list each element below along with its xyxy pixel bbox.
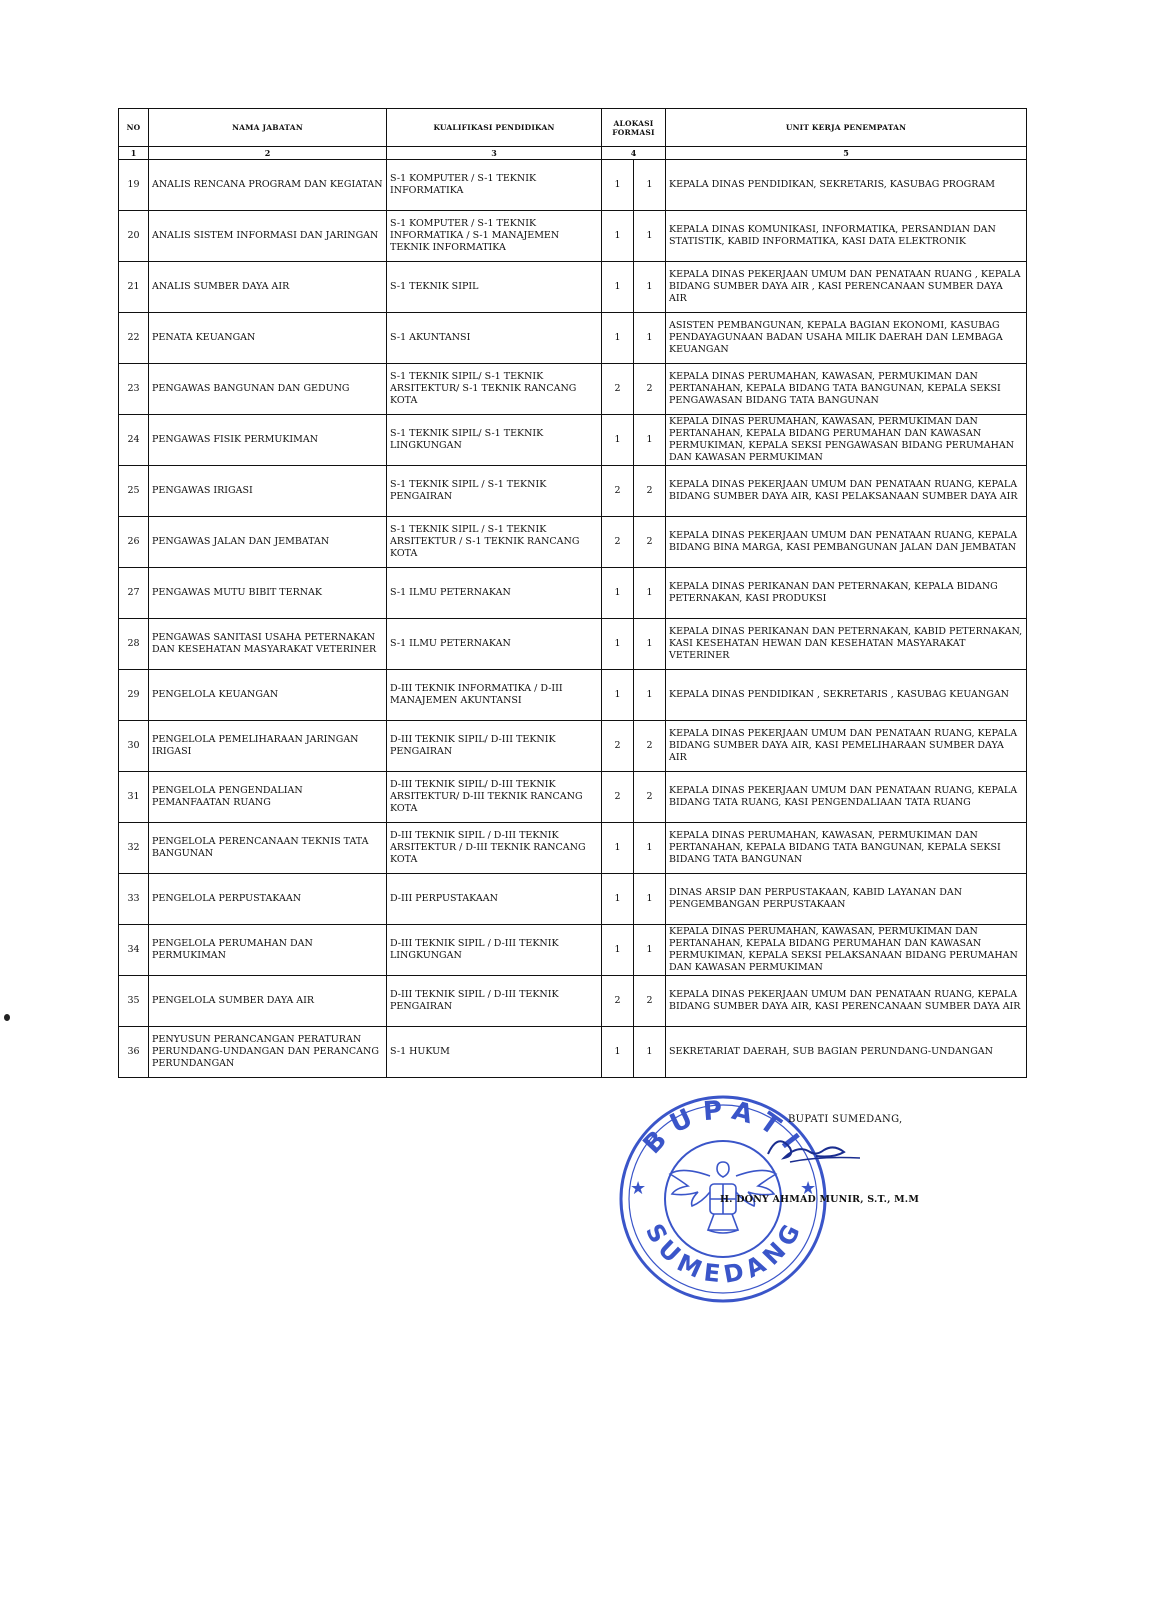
table-row bbox=[119, 415, 1027, 466]
education-qualification: S-1 TEKNIK SIPIL / S-1 TEKNIK PENGAIRAN bbox=[387, 466, 602, 517]
allocation-b: 1 bbox=[634, 823, 666, 874]
allocation-a: 2 bbox=[602, 517, 634, 568]
table-row bbox=[119, 670, 1027, 721]
allocation-a: 1 bbox=[602, 874, 634, 925]
education-qualification: D-III TEKNIK SIPIL / D-III TEKNIK ARSITEKTUR / D-III TEKNIK RANCANG KOTA bbox=[387, 823, 602, 874]
row-number: 24 bbox=[119, 415, 149, 466]
allocation-b: 1 bbox=[634, 313, 666, 364]
signature-block bbox=[610, 1084, 940, 1314]
seal-bottom-text: SUMEDANG bbox=[639, 1214, 809, 1289]
table-row bbox=[119, 1027, 1027, 1078]
column-number: 3 bbox=[387, 147, 602, 160]
education-qualification: D-III TEKNIK SIPIL / D-III TEKNIK LINGKUNGAN bbox=[387, 925, 602, 976]
table-row bbox=[119, 211, 1027, 262]
allocation-a: 1 bbox=[602, 160, 634, 211]
allocation-b: 2 bbox=[634, 721, 666, 772]
handwritten-signature bbox=[760, 1124, 870, 1174]
position-name: PENGAWAS JALAN DAN JEMBATAN bbox=[149, 517, 387, 568]
column-number: 5 bbox=[666, 147, 1027, 160]
table-row bbox=[119, 925, 1027, 976]
education-qualification: S-1 HUKUM bbox=[387, 1027, 602, 1078]
row-number: 33 bbox=[119, 874, 149, 925]
header-unit-kerja: UNIT KERJA PENEMPATAN bbox=[666, 109, 1027, 147]
education-qualification: S-1 TEKNIK SIPIL bbox=[387, 262, 602, 313]
position-name: ANALIS SISTEM INFORMASI DAN JARINGAN bbox=[149, 211, 387, 262]
row-number: 25 bbox=[119, 466, 149, 517]
position-name: PENATA KEUANGAN bbox=[149, 313, 387, 364]
work-unit: KEPALA DINAS PEKERJAAN UMUM DAN PENATAAN RUANG, KEPALA BIDANG TATA RUANG, KASI PENGENDALIAAN TATA RUANG bbox=[666, 772, 1027, 823]
education-qualification: S-1 KOMPUTER / S-1 TEKNIK INFORMATIKA / S-1 MANAJEMEN TEKNIK INFORMATIKA bbox=[387, 211, 602, 262]
education-qualification: S-1 TEKNIK SIPIL / S-1 TEKNIK ARSITEKTUR / S-1 TEKNIK RANCANG KOTA bbox=[387, 517, 602, 568]
row-number: 21 bbox=[119, 262, 149, 313]
position-name: PENGELOLA PERUMAHAN DAN PERMUKIMAN bbox=[149, 925, 387, 976]
allocation-b: 1 bbox=[634, 211, 666, 262]
row-number: 22 bbox=[119, 313, 149, 364]
allocation-a: 1 bbox=[602, 925, 634, 976]
allocation-b: 1 bbox=[634, 262, 666, 313]
education-qualification: D-III TEKNIK SIPIL/ D-III TEKNIK ARSITEKTUR/ D-III TEKNIK RANCANG KOTA bbox=[387, 772, 602, 823]
allocation-a: 2 bbox=[602, 364, 634, 415]
position-name: ANALIS SUMBER DAYA AIR bbox=[149, 262, 387, 313]
allocation-a: 1 bbox=[602, 619, 634, 670]
allocation-b: 1 bbox=[634, 1027, 666, 1078]
education-qualification: S-1 ILMU PETERNAKAN bbox=[387, 568, 602, 619]
work-unit: KEPALA DINAS PEKERJAAN UMUM DAN PENATAAN RUANG , KEPALA BIDANG SUMBER DAYA AIR , KASI PERENCANAAN SUMBER DAYA AIR bbox=[666, 262, 1027, 313]
work-unit: KEPALA DINAS PERIKANAN DAN PETERNAKAN, KEPALA BIDANG PETERNAKAN, KASI PRODUKSI bbox=[666, 568, 1027, 619]
work-unit: DINAS ARSIP DAN PERPUSTAKAAN, KABID LAYANAN DAN PENGEMBANGAN PERPUSTAKAAN bbox=[666, 874, 1027, 925]
work-unit: KEPALA DINAS PERUMAHAN, KAWASAN, PERMUKIMAN DAN PERTANAHAN, KEPALA BIDANG PERUMAHAN DAN KAWASAN PERMUKIMAN, KEPALA SEKSI PENGAWASAN BIDANG PERUMAHAN DAN KAWASAN PERMUKIMAN bbox=[666, 415, 1027, 466]
position-name: PENGAWAS FISIK PERMUKIMAN bbox=[149, 415, 387, 466]
row-number: 31 bbox=[119, 772, 149, 823]
table-row bbox=[119, 721, 1027, 772]
row-number: 28 bbox=[119, 619, 149, 670]
row-number: 23 bbox=[119, 364, 149, 415]
row-number: 27 bbox=[119, 568, 149, 619]
table-row bbox=[119, 823, 1027, 874]
table-row bbox=[119, 364, 1027, 415]
seal-top-text: BUPATI bbox=[637, 1095, 811, 1163]
allocation-b: 2 bbox=[634, 517, 666, 568]
work-unit: KEPALA DINAS PEKERJAAN UMUM DAN PENATAAN RUANG, KEPALA BIDANG SUMBER DAYA AIR, KASI PELAKSANAAN SUMBER DAYA AIR bbox=[666, 466, 1027, 517]
table-header-row bbox=[119, 109, 1027, 147]
table-row bbox=[119, 262, 1027, 313]
position-name: PENGELOLA PEMELIHARAAN JARINGAN IRIGASI bbox=[149, 721, 387, 772]
education-qualification: D-III TEKNIK SIPIL/ D-III TEKNIK PENGAIRAN bbox=[387, 721, 602, 772]
table-row bbox=[119, 976, 1027, 1027]
position-name: ANALIS RENCANA PROGRAM DAN KEGIATAN bbox=[149, 160, 387, 211]
allocation-a: 1 bbox=[602, 262, 634, 313]
position-name: PENYUSUN PERANCANGAN PERATURAN PERUNDANG-UNDANGAN DAN PERANCANG PERUNDANGAN bbox=[149, 1027, 387, 1078]
allocation-b: 2 bbox=[634, 364, 666, 415]
table-row bbox=[119, 517, 1027, 568]
allocation-a: 1 bbox=[602, 670, 634, 721]
scan-speck bbox=[4, 1014, 10, 1021]
work-unit: SEKRETARIAT DAERAH, SUB BAGIAN PERUNDANG-UNDANGAN bbox=[666, 1027, 1027, 1078]
svg-text:★: ★ bbox=[630, 1178, 647, 1199]
table-row bbox=[119, 568, 1027, 619]
work-unit: KEPALA DINAS PERIKANAN DAN PETERNAKAN, KABID PETERNAKAN, KASI KESEHATAN HEWAN DAN KESEHATAN MASYARAKAT VETERINER bbox=[666, 619, 1027, 670]
row-number: 29 bbox=[119, 670, 149, 721]
position-name: PENGAWAS BANGUNAN DAN GEDUNG bbox=[149, 364, 387, 415]
svg-text:★: ★ bbox=[800, 1178, 817, 1199]
allocation-b: 2 bbox=[634, 976, 666, 1027]
work-unit: KEPALA DINAS PEKERJAAN UMUM DAN PENATAAN RUANG, KEPALA BIDANG SUMBER DAYA AIR, KASI PERENCANAAN SUMBER DAYA AIR bbox=[666, 976, 1027, 1027]
education-qualification: S-1 AKUNTANSI bbox=[387, 313, 602, 364]
position-name: PENGAWAS MUTU BIBIT TERNAK bbox=[149, 568, 387, 619]
allocation-a: 1 bbox=[602, 313, 634, 364]
row-number: 26 bbox=[119, 517, 149, 568]
allocation-b: 2 bbox=[634, 772, 666, 823]
position-name: PENGAWAS SANITASI USAHA PETERNAKAN DAN KESEHATAN MASYARAKAT VETERINER bbox=[149, 619, 387, 670]
header-nama-jabatan: NAMA JABATAN bbox=[149, 109, 387, 147]
education-qualification: S-1 TEKNIK SIPIL/ S-1 TEKNIK ARSITEKTUR/ S-1 TEKNIK RANCANG KOTA bbox=[387, 364, 602, 415]
column-number: 1 bbox=[119, 147, 149, 160]
allocation-a: 2 bbox=[602, 721, 634, 772]
education-qualification: S-1 ILMU PETERNAKAN bbox=[387, 619, 602, 670]
table-row bbox=[119, 466, 1027, 517]
allocation-b: 1 bbox=[634, 874, 666, 925]
row-number: 36 bbox=[119, 1027, 149, 1078]
allocation-a: 1 bbox=[602, 211, 634, 262]
education-qualification: D-III TEKNIK INFORMATIKA / D-III MANAJEMEN AKUNTANSI bbox=[387, 670, 602, 721]
allocation-a: 1 bbox=[602, 415, 634, 466]
allocation-b: 1 bbox=[634, 568, 666, 619]
table-row bbox=[119, 772, 1027, 823]
position-name: PENGELOLA PERPUSTAKAAN bbox=[149, 874, 387, 925]
signatory-name: H. DONY AHMAD MUNIR, S.T., M.M bbox=[720, 1194, 920, 1205]
position-name: PENGELOLA PENGENDALIAN PEMANFAATAN RUANG bbox=[149, 772, 387, 823]
row-number: 19 bbox=[119, 160, 149, 211]
header-no: NO bbox=[119, 109, 149, 147]
work-unit: KEPALA DINAS PERUMAHAN, KAWASAN, PERMUKIMAN DAN PERTANAHAN, KEPALA BIDANG PERUMAHAN DAN KAWASAN PERMUKIMAN, KEPALA SEKSI PELAKSANAAN BIDANG PERUMAHAN DAN KAWASAN PERMUKIMAN bbox=[666, 925, 1027, 976]
table-row bbox=[119, 874, 1027, 925]
row-number: 30 bbox=[119, 721, 149, 772]
work-unit: KEPALA DINAS PERUMAHAN, KAWASAN, PERMUKIMAN DAN PERTANAHAN, KEPALA BIDANG TATA BANGUNAN, KEPALA SEKSI BIDANG TATA BANGUNAN bbox=[666, 823, 1027, 874]
education-qualification: D-III TEKNIK SIPIL / D-III TEKNIK PENGAIRAN bbox=[387, 976, 602, 1027]
allocation-b: 1 bbox=[634, 415, 666, 466]
allocation-a: 2 bbox=[602, 466, 634, 517]
column-number: 2 bbox=[149, 147, 387, 160]
work-unit: KEPALA DINAS PEKERJAAN UMUM DAN PENATAAN RUANG, KEPALA BIDANG SUMBER DAYA AIR, KASI PEMELIHARAAN SUMBER DAYA AIR bbox=[666, 721, 1027, 772]
work-unit: KEPALA DINAS PERUMAHAN, KAWASAN, PERMUKIMAN DAN PERTANAHAN, KEPALA BIDANG TATA BANGUNAN, KEPALA SEKSI PENGAWASAN BIDANG TATA BANGUNAN bbox=[666, 364, 1027, 415]
work-unit: KEPALA DINAS KOMUNIKASI, INFORMATIKA, PERSANDIAN DAN STATISTIK, KABID INFORMATIKA, KASI DATA ELEKTRONIK bbox=[666, 211, 1027, 262]
allocation-b: 1 bbox=[634, 619, 666, 670]
column-number-row bbox=[119, 147, 1027, 160]
allocation-a: 2 bbox=[602, 772, 634, 823]
education-qualification: S-1 TEKNIK SIPIL/ S-1 TEKNIK LINGKUNGAN bbox=[387, 415, 602, 466]
row-number: 35 bbox=[119, 976, 149, 1027]
position-name: PENGELOLA KEUANGAN bbox=[149, 670, 387, 721]
work-unit: KEPALA DINAS PEKERJAAN UMUM DAN PENATAAN RUANG, KEPALA BIDANG BINA MARGA, KASI PEMBANGUNAN JALAN DAN JEMBATAN bbox=[666, 517, 1027, 568]
position-name: PENGAWAS IRIGASI bbox=[149, 466, 387, 517]
row-number: 20 bbox=[119, 211, 149, 262]
table-body bbox=[119, 160, 1027, 1078]
column-number: 4 bbox=[602, 147, 666, 160]
work-unit: ASISTEN PEMBANGUNAN, KEPALA BAGIAN EKONOMI, KASUBAG PENDAYAGUNAAN BADAN USAHA MILIK DAERAH DAN LEMBAGA KEUANGAN bbox=[666, 313, 1027, 364]
signature-title: BUPATI SUMEDANG, bbox=[788, 1114, 903, 1125]
allocation-a: 1 bbox=[602, 568, 634, 619]
row-number: 32 bbox=[119, 823, 149, 874]
allocation-b: 1 bbox=[634, 925, 666, 976]
position-name: PENGELOLA PERENCANAAN TEKNIS TATA BANGUNAN bbox=[149, 823, 387, 874]
allocation-a: 1 bbox=[602, 823, 634, 874]
work-unit: KEPALA DINAS PENDIDIKAN, SEKRETARIS, KASUBAG PROGRAM bbox=[666, 160, 1027, 211]
row-number: 34 bbox=[119, 925, 149, 976]
allocation-b: 1 bbox=[634, 160, 666, 211]
header-kualifikasi: KUALIFIKASI PENDIDIKAN bbox=[387, 109, 602, 147]
table-row bbox=[119, 160, 1027, 211]
allocation-a: 2 bbox=[602, 976, 634, 1027]
header-alokasi: ALOKASI FORMASI bbox=[602, 109, 666, 147]
work-unit: KEPALA DINAS PENDIDIKAN , SEKRETARIS , KASUBAG KEUANGAN bbox=[666, 670, 1027, 721]
position-name: PENGELOLA SUMBER DAYA AIR bbox=[149, 976, 387, 1027]
education-qualification: S-1 KOMPUTER / S-1 TEKNIK INFORMATIKA bbox=[387, 160, 602, 211]
table-row bbox=[119, 619, 1027, 670]
table-row bbox=[119, 313, 1027, 364]
formation-table bbox=[118, 108, 1027, 1078]
education-qualification: D-III PERPUSTAKAAN bbox=[387, 874, 602, 925]
allocation-b: 2 bbox=[634, 466, 666, 517]
allocation-b: 1 bbox=[634, 670, 666, 721]
allocation-a: 1 bbox=[602, 1027, 634, 1078]
